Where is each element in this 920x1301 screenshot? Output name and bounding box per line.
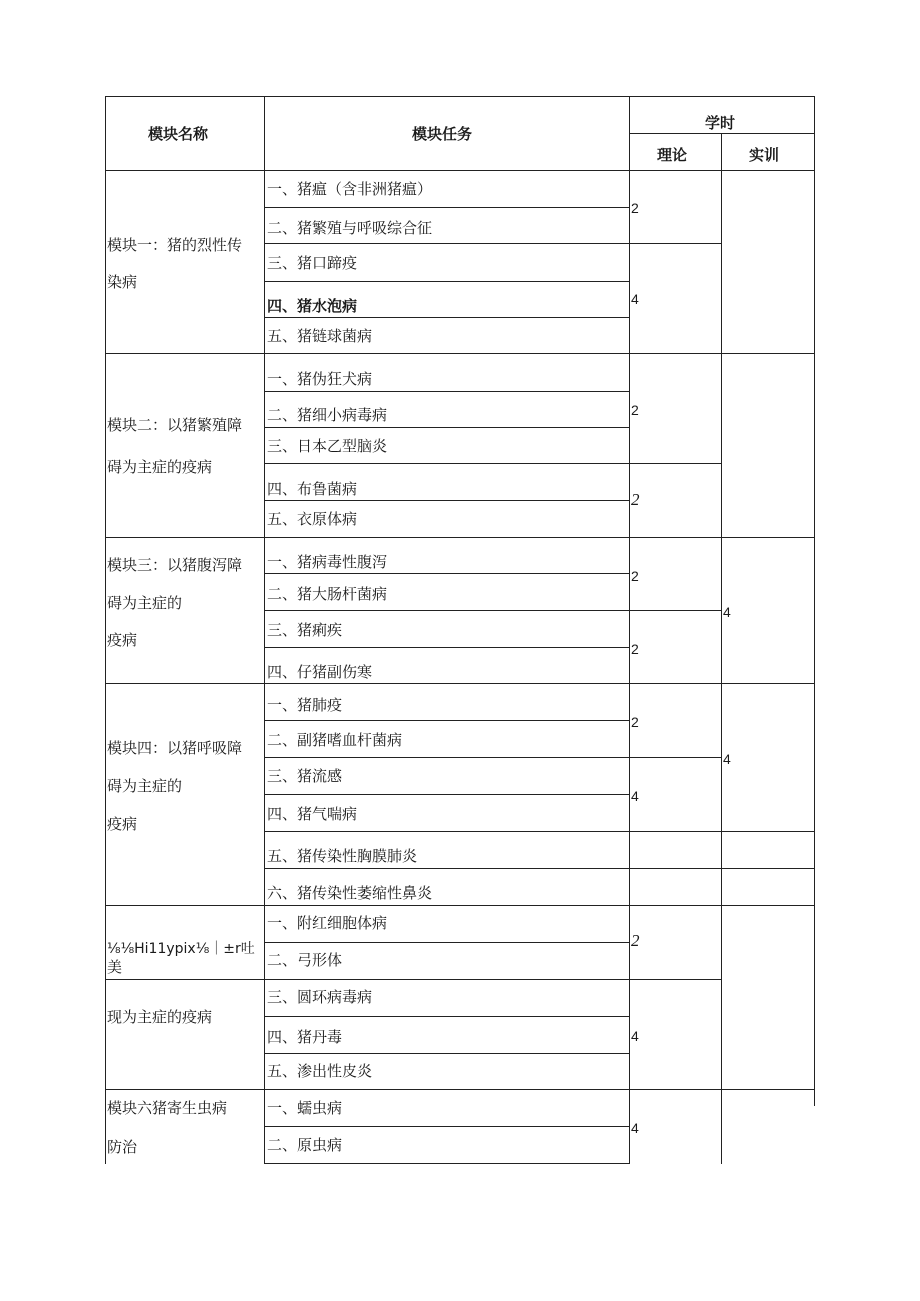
task-cell: 六、猪传染性萎缩性鼻炎 <box>267 884 433 902</box>
module-name-line: 碍为主症的 <box>107 594 183 612</box>
row-line <box>265 610 721 611</box>
module-name-line: 疫病 <box>107 815 138 833</box>
theory-hours: 2 <box>631 568 639 584</box>
task-cell: 四、布鲁菌病 <box>267 480 358 498</box>
task-cell: 四、猪丹毒 <box>267 1028 343 1046</box>
row-line <box>265 391 629 392</box>
task-cell: 四、猪气喘病 <box>267 805 358 823</box>
task-cell: 二、猪细小病毒病 <box>267 406 388 424</box>
module-divider <box>105 683 815 684</box>
row-line <box>265 831 815 832</box>
row-line <box>265 207 629 208</box>
task-cell: 一、蠕虫病 <box>267 1099 343 1117</box>
row-line <box>265 757 721 758</box>
module-name-line: 防治 <box>107 1138 138 1156</box>
header-theory: 理论 <box>657 146 688 164</box>
theory-hours: 4 <box>631 1120 639 1136</box>
task-cell: 一、猪病毒性腹泻 <box>267 553 388 571</box>
row-line <box>265 1053 629 1054</box>
theory-hours: 2 <box>631 641 639 657</box>
row-line <box>265 1016 629 1017</box>
task-cell: 二、猪繁殖与呼吸综合征 <box>267 219 433 237</box>
table-top-border <box>105 96 815 97</box>
task-cell: 一、猪瘟（含非洲猪瘟） <box>267 180 433 198</box>
row-line <box>265 1126 629 1127</box>
theory-hours: 4 <box>631 1028 639 1044</box>
module-name-line: 模块二：以猪繁殖障 <box>107 416 243 434</box>
module-name-line: 碍为主症的 <box>107 777 183 795</box>
task-cell: 四、猪水泡病 <box>267 297 358 315</box>
task-cell: 五、衣原体病 <box>267 510 358 528</box>
row-line <box>265 500 629 501</box>
header-bottom-border <box>105 170 815 171</box>
theory-hours: 4 <box>631 788 639 804</box>
theory-hours: 2 <box>631 714 639 730</box>
task-cell: 五、猪传染性胸膜肺炎 <box>267 847 418 865</box>
theory-hours: 2 <box>631 402 639 418</box>
task-cell: 五、渗出性皮炎 <box>267 1062 373 1080</box>
row-line <box>265 281 629 282</box>
module-name-line: 模块四：以猪呼吸障 <box>107 739 243 757</box>
row-line <box>265 794 629 795</box>
task-cell: 三、猪痢疾 <box>267 621 343 639</box>
header-module-tasks: 模块任务 <box>412 125 473 143</box>
module-name-line: 碍为主症的疫病 <box>107 458 213 476</box>
task-cell: 二、猪大肠杆菌病 <box>267 585 388 603</box>
theory-hours: 4 <box>631 291 639 307</box>
module-divider <box>105 905 815 906</box>
row-line <box>265 573 629 574</box>
row-line <box>265 427 629 428</box>
table-left-border <box>105 96 106 1164</box>
row-line <box>265 243 721 244</box>
module-divider <box>105 1089 815 1090</box>
task-cell: 一、猪肺疫 <box>267 696 343 714</box>
task-cell: 五、猪链球菌病 <box>267 327 373 345</box>
row-line <box>265 720 629 721</box>
module-divider <box>105 537 815 538</box>
row-line <box>265 868 815 869</box>
module-name-line: 疫病 <box>107 631 138 649</box>
module-name-line: 美 <box>107 958 123 976</box>
header-module-name: 模块名称 <box>148 125 209 143</box>
task-cell: 二、原虫病 <box>267 1136 343 1154</box>
task-cell: 三、日本乙型脑炎 <box>267 437 388 455</box>
col-divider-tasks <box>629 96 630 1164</box>
module-name-line: 模块一：猪的烈性传 <box>107 236 243 254</box>
practice-hours: 4 <box>723 751 731 767</box>
col-divider-theory <box>721 133 722 1164</box>
header-practice: 实训 <box>749 146 780 164</box>
task-cell: 三、猪流感 <box>267 767 343 785</box>
module-name-line: 染病 <box>107 273 138 291</box>
row-line <box>265 317 629 318</box>
row-line <box>265 647 629 648</box>
task-cell: 一、猪伪狂犬病 <box>267 370 373 388</box>
theory-hours: 2 <box>631 200 639 216</box>
module-name-line: 模块三：以猪腹泻障 <box>107 556 243 574</box>
module-divider <box>105 353 815 354</box>
task-cell: 四、仔猪副伤寒 <box>267 663 373 681</box>
task-cell: 三、猪口蹄疫 <box>267 254 358 272</box>
task-cell: 三、圆环病毒病 <box>267 988 373 1006</box>
theory-hours: 2 <box>631 490 640 509</box>
task-cell: 二、副猪嗜血杆菌病 <box>267 731 403 749</box>
task-cell: 二、弓形体 <box>267 951 343 969</box>
col-divider-name <box>264 96 265 1164</box>
module-name-line: ⅛⅛Hi11ypix⅛｜±r吐 <box>107 941 255 957</box>
module-name-line: 现为主症的疫病 <box>107 1008 213 1026</box>
practice-hours: 4 <box>723 604 731 620</box>
header-hours: 学时 <box>705 114 736 132</box>
row-line <box>265 463 721 464</box>
row-line <box>265 1163 629 1164</box>
task-cell: 一、附红细胞体病 <box>267 914 388 932</box>
module-name-line: 模块六猪寄生虫病 <box>107 1099 228 1117</box>
row-line <box>265 942 629 943</box>
theory-hours: 2 <box>631 931 640 950</box>
hours-divider <box>629 133 815 134</box>
table-right-border <box>814 96 815 1106</box>
